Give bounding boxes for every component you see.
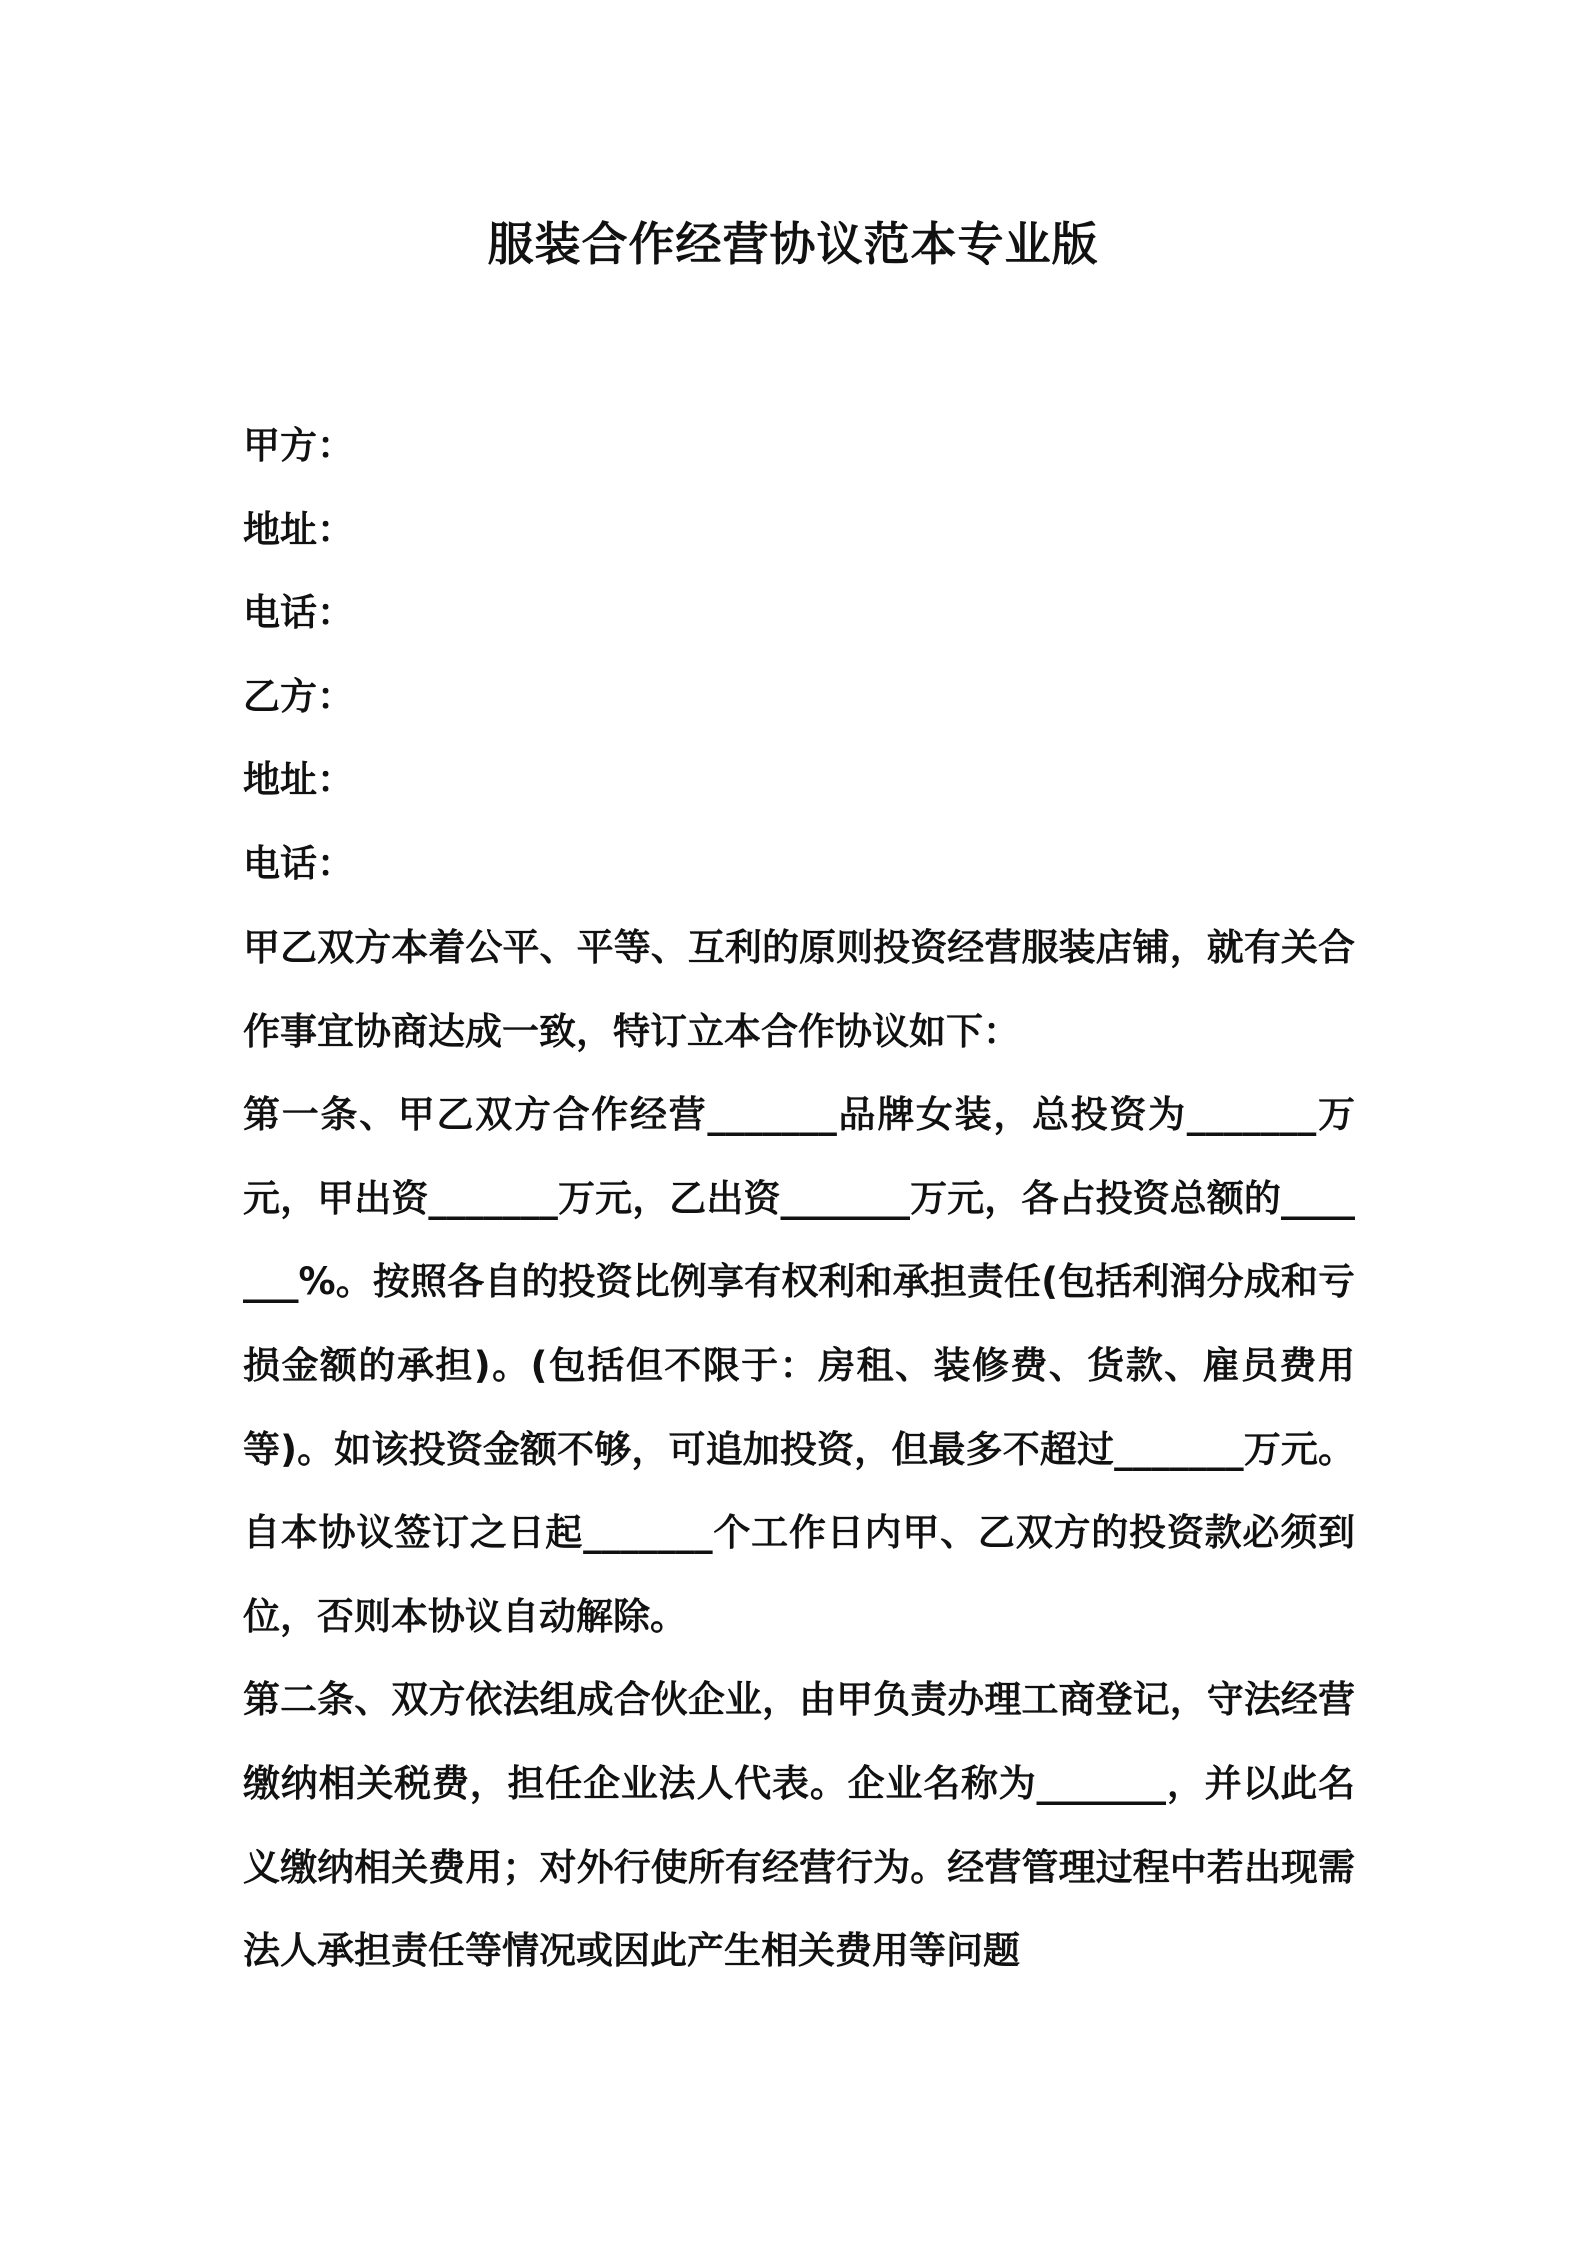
party-b-label: 乙方： <box>243 674 354 718</box>
article-two-paragraph: 第二条、双方依法组成合伙企业，由甲负责办理工商登记，守法经营缴纳相关税费，担任企业法人代表。企业名称为_______，并以此名义缴纳相关费用；对外行使所有经营行为。经营管理过程中若出现需法人承担责任等情况或因此产生相关费用等问题 <box>243 1678 1355 1973</box>
party-a-label: 甲方： <box>243 424 354 467</box>
intro-paragraph: 甲乙双方本着公平、平等、互利的原则投资经营服装店铺，就有关合作事宜协商达成一致，特订立本合作协议如下： <box>243 926 1355 1053</box>
party-a-address-label: 地址： <box>243 507 354 551</box>
article-one-paragraph: 第一条、甲乙双方合作经营_______品牌女装，总投资为_______万元，甲出资_______万元，乙出资_______万元，各占投资总额的_______%。按照各自的投资比例享有权利和承担责任(包括利润分成和亏损金额的承担)。(包括但不限于：房租、装修费、货款、雇员费用等)。如该投资金额不够，可追加投资，但最多不超过_______万元。自本协议签订之日起_______个工作日内甲、乙双方的投资款必须到位，否则本协议自动解除。 <box>243 1093 1355 1638</box>
agreement-body <box>243 906 1355 1993</box>
party-b-address-label: 地址： <box>243 758 354 802</box>
document-title: 服装合作经营协议范本专业版 <box>487 217 1099 271</box>
party-b-phone-label: 电话： <box>243 841 354 885</box>
party-fields <box>243 404 1363 906</box>
party-a-phone-label: 电话： <box>243 591 354 635</box>
